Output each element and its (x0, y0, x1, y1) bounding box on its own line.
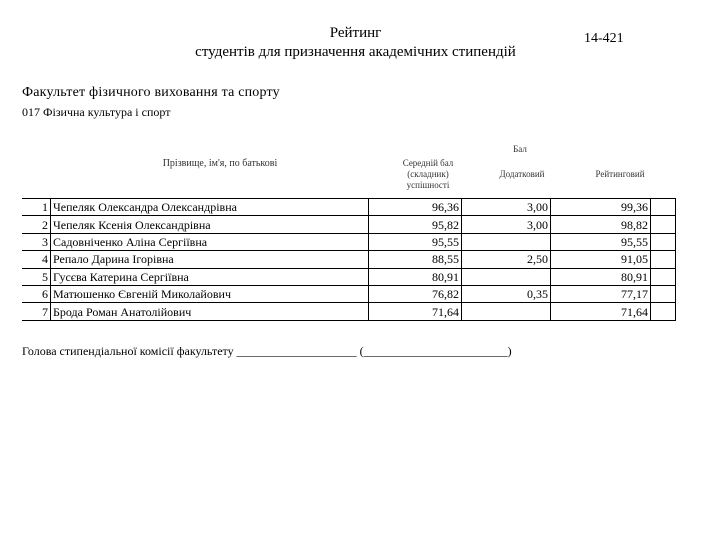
additional-score: 3,00 (462, 199, 551, 216)
row-tail-cell (651, 216, 676, 233)
rating-score: 95,55 (551, 233, 651, 250)
average-score: 80,91 (369, 268, 462, 285)
row-tail-cell (651, 233, 676, 250)
additional-score: 3,00 (462, 216, 551, 233)
row-number: 4 (22, 251, 51, 268)
row-tail-cell (651, 199, 676, 216)
average-score: 88,55 (369, 251, 462, 268)
student-name: Чепеляк Олександра Олександрівна (51, 199, 369, 216)
additional-score (462, 233, 551, 250)
table-row (22, 285, 676, 302)
additional-score: 2,50 (462, 251, 551, 268)
rating-score: 99,36 (551, 199, 651, 216)
student-name: Брода Роман Анатолійович (51, 303, 369, 320)
title-line-1: Рейтинг (329, 25, 382, 41)
row-number: 5 (22, 268, 51, 285)
table-row (22, 251, 676, 268)
rating-table (22, 198, 676, 321)
student-name: Матюшенко Євгеній Миколайович (51, 285, 369, 302)
column-header-average-line-2: (складник) (407, 169, 449, 179)
row-number: 1 (22, 199, 51, 216)
average-score: 96,36 (369, 199, 462, 216)
row-tail-cell (651, 285, 676, 302)
column-header-average (380, 158, 476, 191)
row-number: 3 (22, 233, 51, 250)
rating-score: 71,64 (551, 303, 651, 320)
table-row (22, 233, 676, 250)
student-name: Чепеляк Ксенія Олександрівна (51, 216, 369, 233)
row-tail-cell (651, 268, 676, 285)
row-tail-cell (651, 251, 676, 268)
table-row (22, 216, 676, 233)
signature-line: Голова стипендіальної комісії факультету ____________________ (________________________) (22, 344, 512, 358)
additional-score: 0,35 (462, 285, 551, 302)
row-number: 2 (22, 216, 51, 233)
document-code: 14-421 (584, 31, 624, 46)
rating-score: 91,05 (551, 251, 651, 268)
student-name: Репало Дарина Ігорівна (51, 251, 369, 268)
table-row (22, 199, 676, 216)
average-score: 95,82 (369, 216, 462, 233)
additional-score (462, 303, 551, 320)
table-row (22, 303, 676, 320)
column-header-rating: Рейтинговий (595, 169, 645, 179)
column-header-average-line-1: Середній бал (402, 158, 454, 168)
average-score: 71,64 (369, 303, 462, 320)
student-name: Гусєва Катерина Сергіївна (51, 268, 369, 285)
column-header-average-line-3: успішності (406, 180, 450, 190)
student-name: Садовніченко Аліна Сергіївна (51, 233, 369, 250)
column-group-header-bal: Бал (513, 144, 527, 154)
title-line-2: студентів для призначення академічних стипендій (195, 44, 516, 60)
rating-score: 77,17 (551, 285, 651, 302)
rating-table-body (22, 199, 676, 321)
average-score: 95,55 (369, 233, 462, 250)
rating-score: 80,91 (551, 268, 651, 285)
rating-score: 98,82 (551, 216, 651, 233)
faculty-name: Факультет фізичного виховання та спорту (22, 85, 280, 100)
row-tail-cell (651, 303, 676, 320)
average-score: 76,82 (369, 285, 462, 302)
additional-score (462, 268, 551, 285)
column-header-name: Прізвище, ім'я, по батькові (162, 158, 278, 169)
specialty-name: 017 Фізична культура і спорт (22, 105, 171, 119)
column-header-additional: Додатковий (499, 169, 545, 179)
row-number: 6 (22, 285, 51, 302)
table-row (22, 268, 676, 285)
row-number: 7 (22, 303, 51, 320)
